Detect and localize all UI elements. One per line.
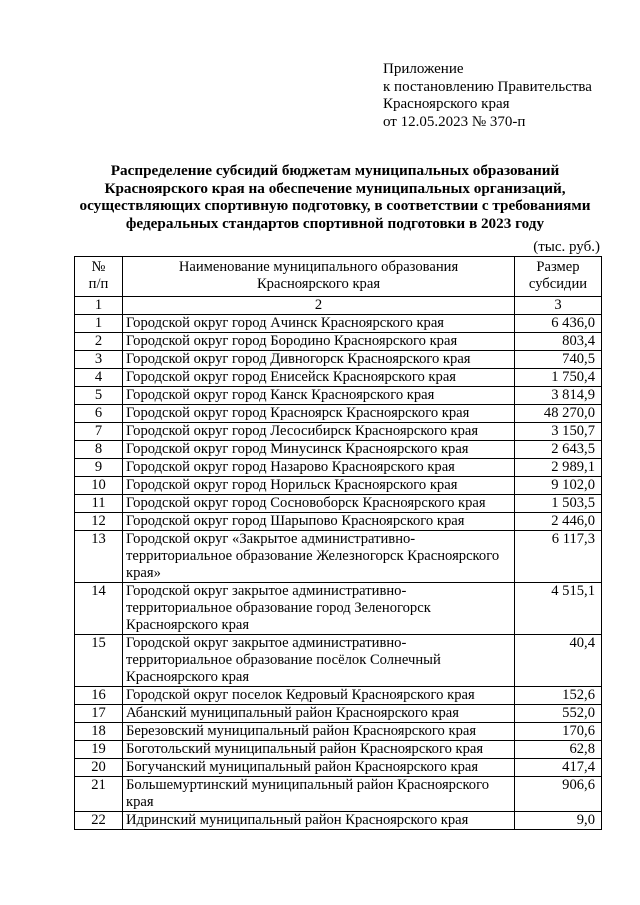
header-amount-line2: субсидии [528, 276, 588, 292]
row-number: 16 [75, 687, 123, 705]
row-amount: 6 117,3 [515, 531, 602, 583]
appendix-line: Красноярского края [383, 96, 510, 112]
table-row [75, 513, 602, 531]
appendix-line: от 12.05.2023 № 370-п [383, 113, 526, 130]
row-municipality: Городской округ поселок Кедровый Красноярского края [123, 687, 515, 705]
row-number: 22 [75, 812, 123, 830]
table-row [75, 687, 602, 705]
row-number: 5 [75, 387, 123, 405]
row-amount: 9 102,0 [515, 477, 602, 495]
row-number: 21 [75, 777, 123, 812]
row-number: 13 [75, 531, 123, 583]
row-municipality: Городской округ город Бородино Красноярского края [123, 333, 515, 351]
header-amount [515, 257, 602, 297]
title-line: Красноярского края на обеспечение муниципальных организаций, [104, 179, 566, 197]
row-number: 9 [75, 459, 123, 477]
row-municipality: Городской округ город Ачинск Красноярского края [123, 315, 515, 333]
table-row [75, 423, 602, 441]
row-amount: 803,4 [515, 333, 602, 351]
row-number: 15 [75, 635, 123, 687]
header-num-line2: п/п [88, 276, 109, 292]
table-row [75, 635, 602, 687]
header-num [75, 257, 123, 297]
row-municipality: Идринский муниципальный район Красноярского края [123, 812, 515, 830]
row-amount: 62,8 [515, 741, 602, 759]
row-municipality: Городской округ город Енисейск Красноярского края [123, 369, 515, 387]
table-row [75, 405, 602, 423]
row-number: 14 [75, 583, 123, 635]
column-index-row [75, 297, 602, 315]
header-num-line1: № [91, 259, 106, 275]
row-amount: 9,0 [515, 812, 602, 830]
row-amount: 906,6 [515, 777, 602, 812]
table-row [75, 583, 602, 635]
title-line: федеральных стандартов спортивной подготовки в 2023 году [125, 214, 545, 232]
appendix-line: к постановлению Правительства [383, 78, 592, 95]
row-municipality: Городской округ город Минусинск Красноярского края [123, 441, 515, 459]
row-municipality: Абанский муниципальный район Красноярского края [123, 705, 515, 723]
appendix-block [383, 61, 592, 131]
row-amount: 1 750,4 [515, 369, 602, 387]
row-municipality: Городской округ закрытое административно-территориальное образование город Зеленогорск Красноярского края [123, 583, 515, 635]
row-amount: 2 989,1 [515, 459, 602, 477]
subsidy-table [74, 256, 602, 830]
table-row [75, 812, 602, 830]
table-row [75, 705, 602, 723]
table-row [75, 741, 602, 759]
row-municipality: Городской округ «Закрытое административно-территориальное образование Железногорск Красноярского края» [123, 531, 515, 583]
header-name-line2: Красноярского края [256, 276, 381, 292]
row-amount: 3 150,7 [515, 423, 602, 441]
row-amount: 552,0 [515, 705, 602, 723]
appendix-line: Приложение [383, 61, 464, 77]
document-title [60, 162, 610, 232]
row-municipality: Городской округ закрытое административно-территориальное образование посёлок Солнечный Красноярского края [123, 635, 515, 687]
table-row [75, 351, 602, 369]
row-municipality: Боготольский муниципальный район Красноярского края [123, 741, 515, 759]
table-row [75, 723, 602, 741]
row-amount: 152,6 [515, 687, 602, 705]
row-number: 7 [75, 423, 123, 441]
row-amount: 48 270,0 [515, 405, 602, 423]
row-amount: 3 814,9 [515, 387, 602, 405]
row-amount: 740,5 [515, 351, 602, 369]
row-number: 18 [75, 723, 123, 741]
row-municipality: Городской округ город Лесосибирск Красноярского края [123, 423, 515, 441]
row-municipality: Богучанский муниципальный район Красноярского края [123, 759, 515, 777]
column-index: 2 [123, 297, 515, 315]
table-row [75, 459, 602, 477]
row-municipality: Березовский муниципальный район Красноярского края [123, 723, 515, 741]
table-row [75, 387, 602, 405]
row-number: 17 [75, 705, 123, 723]
unit-label: (тыс. руб.) [533, 239, 600, 255]
header-amount-line1: Размер [536, 259, 580, 275]
title-line: Распределение субсидий бюджетам муниципальных образований [110, 162, 560, 179]
table-row [75, 531, 602, 583]
row-municipality: Городской округ город Назарово Красноярского края [123, 459, 515, 477]
table-row [75, 441, 602, 459]
row-amount: 2 446,0 [515, 513, 602, 531]
row-number: 20 [75, 759, 123, 777]
table-row [75, 369, 602, 387]
row-amount: 40,4 [515, 635, 602, 687]
row-number: 8 [75, 441, 123, 459]
row-number: 3 [75, 351, 123, 369]
row-amount: 1 503,5 [515, 495, 602, 513]
row-municipality: Городской округ город Красноярск Красноярского края [123, 405, 515, 423]
row-amount: 6 436,0 [515, 315, 602, 333]
row-municipality: Городской округ город Дивногорск Красноярского края [123, 351, 515, 369]
table-row [75, 777, 602, 812]
row-number: 1 [75, 315, 123, 333]
header-name-line1: Наименование муниципального образования [178, 259, 459, 275]
table-header-row [75, 257, 602, 297]
row-amount: 2 643,5 [515, 441, 602, 459]
header-name [123, 257, 515, 297]
title-line: осуществляющих спортивную подготовку, в соответствии с требованиями [79, 197, 591, 215]
row-municipality: Городской округ город Шарыпово Красноярского края [123, 513, 515, 531]
table-row [75, 333, 602, 351]
column-index: 1 [75, 297, 123, 315]
row-number: 11 [75, 495, 123, 513]
row-number: 6 [75, 405, 123, 423]
row-number: 2 [75, 333, 123, 351]
row-municipality: Городской округ город Норильск Красноярского края [123, 477, 515, 495]
row-number: 19 [75, 741, 123, 759]
column-index: 3 [515, 297, 602, 315]
row-number: 12 [75, 513, 123, 531]
table-row [75, 315, 602, 333]
row-municipality: Городской округ город Сосновоборск Красноярского края [123, 495, 515, 513]
table-row [75, 495, 602, 513]
row-amount: 4 515,1 [515, 583, 602, 635]
row-amount: 417,4 [515, 759, 602, 777]
row-number: 4 [75, 369, 123, 387]
table-row [75, 759, 602, 777]
row-municipality: Городской округ город Канск Красноярского края [123, 387, 515, 405]
row-amount: 170,6 [515, 723, 602, 741]
row-number: 10 [75, 477, 123, 495]
row-municipality: Большемуртинский муниципальный район Красноярского края [123, 777, 515, 812]
table-row [75, 477, 602, 495]
